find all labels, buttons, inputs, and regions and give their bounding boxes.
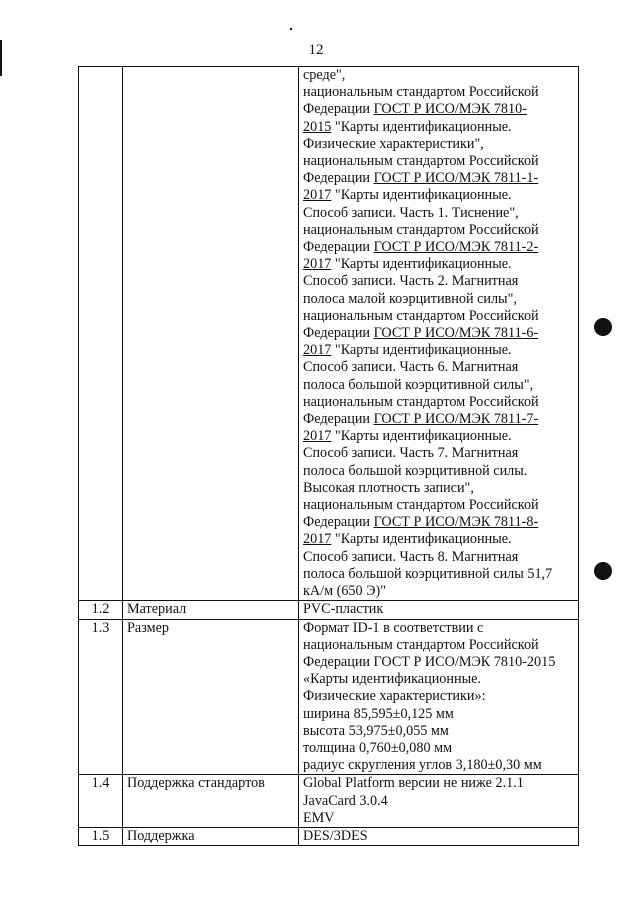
row-number-cell — [79, 827, 123, 845]
value-text: Федерации — [303, 170, 374, 187]
standard-reference: ГОСТ Р ИСО/МЭК 7811-6- — [373, 325, 539, 342]
value-text: Федерации — [303, 239, 374, 256]
value-line — [303, 119, 574, 136]
scan-edge-mark — [0, 40, 2, 76]
value-line — [303, 67, 574, 84]
row-name-cell — [123, 827, 299, 845]
value-line: DES/3DES — [303, 827, 368, 844]
value-line — [303, 187, 574, 204]
value-text: Физические характеристики", — [303, 135, 484, 152]
standard-reference: 2017 — [303, 256, 332, 273]
value-line — [303, 463, 574, 480]
row-name-cell — [123, 619, 299, 775]
value-line: высота 53,975±0,055 мм — [303, 722, 449, 739]
value-text: национальным стандартом Российской — [303, 307, 539, 324]
value-line — [303, 411, 574, 428]
row-value-cell — [299, 775, 579, 828]
value-line: «Карты идентификационные. — [303, 671, 481, 688]
standard-reference: ГОСТ Р ИСО/МЭК 7811-2- — [373, 239, 539, 256]
value-text: Федерации — [303, 514, 374, 531]
value-text: полоса малой коэрцитивной силы", — [303, 290, 517, 307]
value-line — [303, 497, 574, 514]
value-text: среде", — [303, 67, 346, 83]
value-line — [303, 428, 574, 445]
value-line: Формат ID-1 в соответствии с — [303, 619, 484, 636]
value-line — [303, 170, 574, 187]
value-text: "Карты идентификационные. — [331, 187, 512, 204]
value-text: "Карты идентификационные. — [331, 428, 512, 445]
value-text: национальным стандартом Российской — [303, 221, 539, 238]
value-text: Способ записи. Часть 7. Магнитная — [303, 445, 519, 462]
value-text: Способ записи. Часть 1. Тиснение", — [303, 204, 519, 221]
value-text: Федерации — [303, 325, 374, 342]
value-text: "Карты идентификационные. — [331, 342, 512, 359]
value-line — [303, 377, 574, 394]
row-number: 1.4 — [91, 775, 110, 792]
value-text: национальным стандартом Российской — [303, 497, 539, 514]
value-text: национальным стандартом Российской — [303, 393, 539, 410]
value-line — [303, 308, 574, 325]
value-line — [303, 256, 574, 273]
value-text: "Карты идентификационные. — [331, 118, 512, 135]
row-value-cell — [299, 619, 579, 775]
standard-reference: ГОСТ Р ИСО/МЭК 7811-7- — [373, 411, 539, 428]
value-line — [303, 514, 574, 531]
value-text: полоса большой коэрцитивной силы. — [303, 462, 528, 479]
value-line: PVC-пластик — [303, 601, 384, 618]
value-line — [303, 222, 574, 239]
value-line — [303, 359, 574, 376]
value-line: национальным стандартом Российской — [303, 636, 539, 653]
row-value-cell — [299, 601, 579, 619]
value-line: радиус скругления углов 3,180±0,30 мм — [303, 757, 542, 774]
table-row — [79, 827, 579, 845]
row-name-cell — [123, 775, 299, 828]
value-line — [303, 480, 574, 497]
standard-reference: 2017 — [303, 187, 332, 204]
row-number: 1.3 — [91, 619, 110, 636]
row-value-cell — [299, 827, 579, 845]
row-name: Материал — [127, 601, 187, 618]
value-text: Федерации — [303, 411, 374, 428]
table-row — [79, 775, 579, 828]
value-line: Физические характеристики»: — [303, 688, 486, 705]
standard-reference: 2015 — [303, 118, 332, 135]
row-number: 1.2 — [91, 601, 110, 618]
value-line — [303, 445, 574, 462]
value-text: национальным стандартом Российской — [303, 84, 539, 101]
value-line — [303, 549, 574, 566]
value-line — [303, 101, 574, 118]
punch-hole-lower — [594, 562, 612, 580]
value-text: Способ записи. Часть 8. Магнитная — [303, 548, 519, 565]
value-line — [303, 273, 574, 290]
scan-dot-mark — [290, 28, 292, 30]
standard-reference: ГОСТ Р ИСО/МЭК 7811-8- — [373, 514, 539, 531]
spec-table — [78, 66, 579, 846]
row-value-cell — [299, 67, 579, 601]
value-text: Способ записи. Часть 2. Магнитная — [303, 273, 519, 290]
table-row-continuation — [79, 67, 579, 601]
row-name: Поддержка стандартов — [127, 775, 265, 792]
standard-reference: ГОСТ Р ИСО/МЭК 7810- — [373, 101, 527, 118]
value-text: Высокая плотность записи", — [303, 479, 474, 496]
row-name: Размер — [127, 619, 169, 636]
value-text: полоса большой коэрцитивной силы 51,7 — [303, 565, 553, 582]
standard-reference: 2017 — [303, 342, 332, 359]
value-line — [303, 291, 574, 308]
value-text: полоса большой коэрцитивной силы", — [303, 376, 534, 393]
value-text: национальным стандартом Российской — [303, 153, 539, 170]
row-number-cell — [79, 619, 123, 775]
row-number: 1.5 — [91, 827, 110, 844]
value-line: JavaCard 3.0.4 — [303, 792, 388, 809]
value-line — [303, 84, 574, 101]
value-line: Федерации ГОСТ Р ИСО/МЭК 7810-2015 — [303, 653, 556, 670]
value-text: Федерации — [303, 101, 374, 118]
row-number-cell — [79, 775, 123, 828]
value-text: "Карты идентификационные. — [331, 531, 512, 548]
value-text: "Карты идентификационные. — [331, 256, 512, 273]
row-name-cell — [123, 67, 299, 601]
value-line — [303, 153, 574, 170]
table-row — [79, 601, 579, 619]
page-number: 12 — [308, 42, 324, 58]
value-line — [303, 136, 574, 153]
value-text: кА/м (650 Э)" — [303, 583, 387, 600]
value-line: толщина 0,760±0,080 мм — [303, 739, 453, 756]
value-line — [303, 205, 574, 222]
table-row — [79, 619, 579, 775]
row-name: Поддержка — [127, 827, 195, 844]
value-line — [303, 394, 574, 411]
punch-hole-upper — [594, 318, 612, 336]
value-text: Способ записи. Часть 6. Магнитная — [303, 359, 519, 376]
value-line — [303, 325, 574, 342]
row-number-cell — [79, 601, 123, 619]
row-name-cell — [123, 601, 299, 619]
value-line: EMV — [303, 809, 335, 826]
value-line: ширина 85,595±0,125 мм — [303, 705, 454, 722]
value-line — [303, 342, 574, 359]
value-line — [303, 239, 574, 256]
standard-reference: ГОСТ Р ИСО/МЭК 7811-1- — [373, 170, 539, 187]
standard-reference: 2017 — [303, 531, 332, 548]
value-line — [303, 531, 574, 548]
standard-reference: 2017 — [303, 428, 332, 445]
value-line: Global Platform версии не ниже 2.1.1 — [303, 775, 524, 792]
row-number-cell — [79, 67, 123, 601]
value-line — [303, 583, 574, 600]
value-line — [303, 566, 574, 583]
